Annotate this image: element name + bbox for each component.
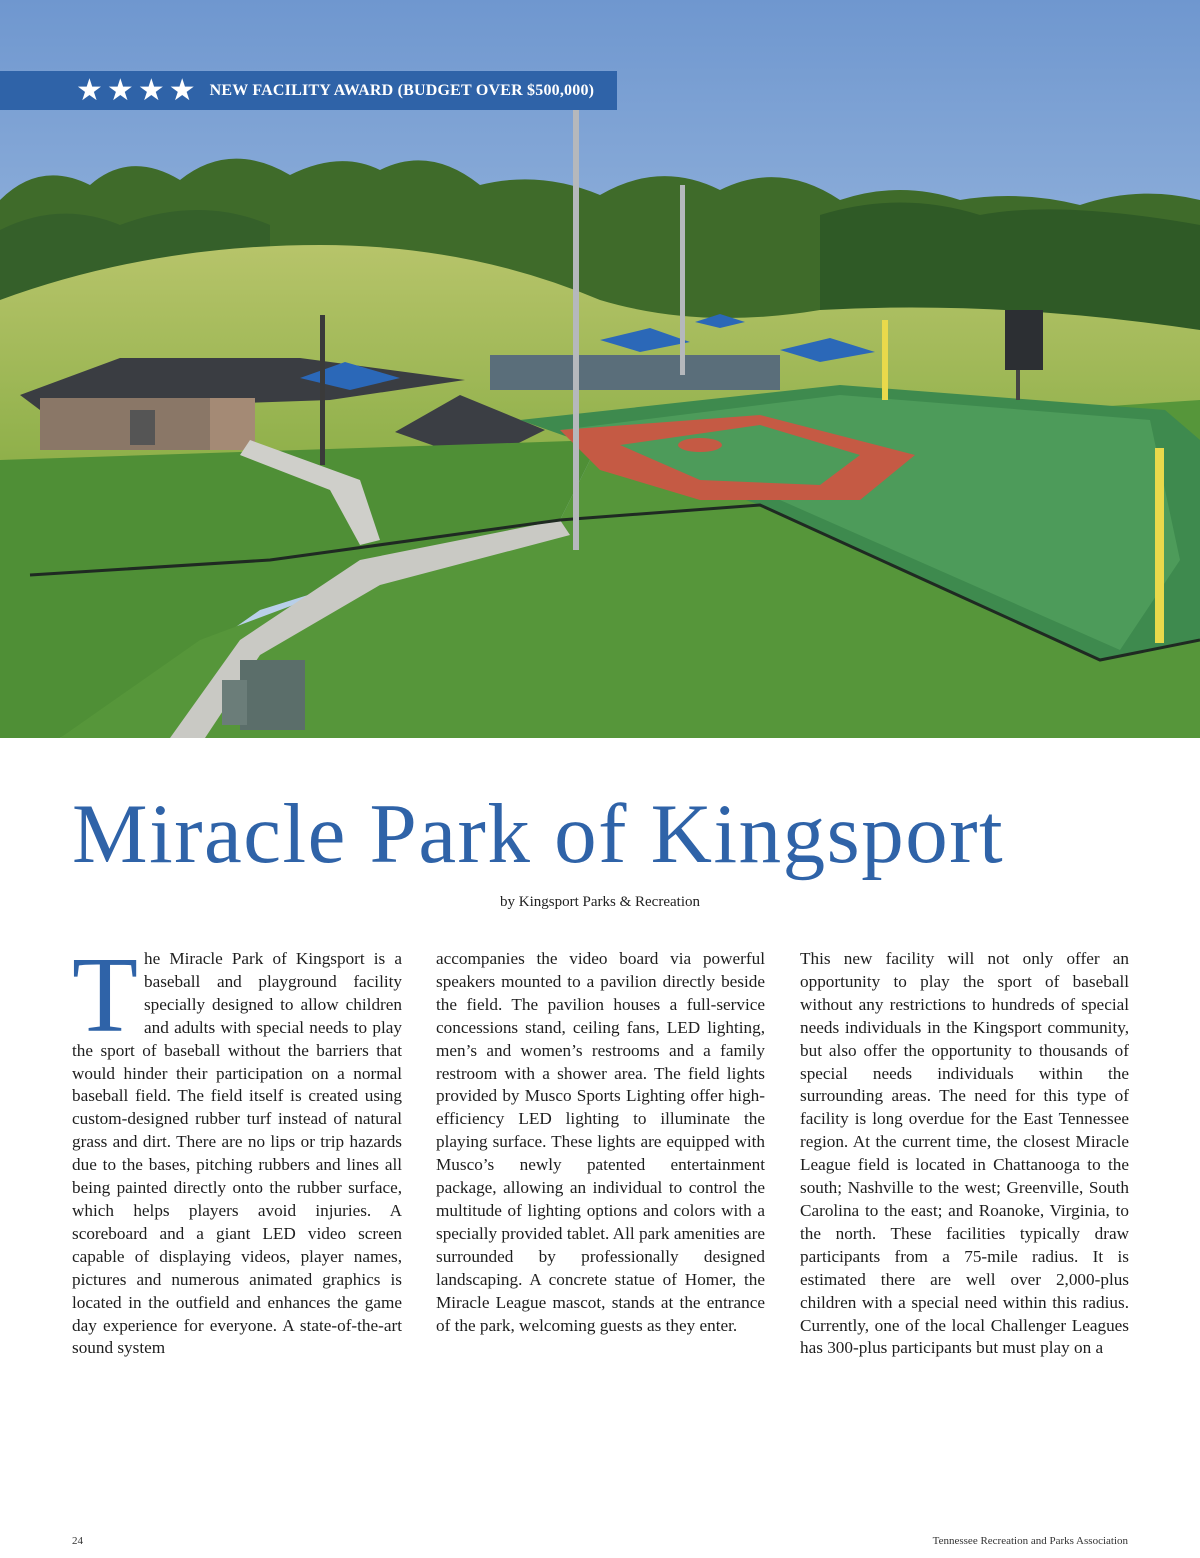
column-1-text: he Miracle Park of Kingsport is a baseball and playground facility specially designed to allow children and adults with special needs to play the sport of baseball without the barriers that would hinder their participation on a normal baseball field. The field itself is created using custom-designed rubber turf instead of natural grass and dirt. There are no lips or trip hazards due to the bases, pitching rubbers and lines all being painted directly onto the rubber surface, which helps players avoid injuries. A scoreboard and a giant LED video screen capable of displaying videos, player names, pictures and numerous animated graphics is located in the outfield and enhances the game day experience for everyone. A state-of-the-art sound system xyxy=(72,949,402,1358)
star-icon: ★ xyxy=(137,72,165,108)
article-column-3: This new facility will not only offer an opportunity to play the sport of baseball without any restrictions to hundreds of special needs individuals in the Kingsport community, but also offer the opportunity to thousands of special needs individuals within the surrounding areas. The need for this type of facility is long overdue for the East Tennessee region. At the current time, the closest Miracle League field is located in Chattanooga to the south; Nashville to the west; Greenville, South Carolina to the east; and Roanoke, Virginia, to the north. These facilities typically draw participants from a 75-mile radius. It is estimated there are well over 2,000-plus children with a special need within this radius. Currently, one of the local Challenger Leagues has 300-plus participants but must play on a xyxy=(800,949,1129,1358)
article-byline: by Kingsport Parks & Recreation xyxy=(500,894,700,910)
star-icon: ★ xyxy=(168,72,196,108)
award-banner xyxy=(0,71,617,110)
rating-stars xyxy=(76,72,196,108)
park-aerial-illustration xyxy=(0,0,1200,738)
article-column-2: accompanies the video board via powerful speakers mounted to a pavilion directly beside the field. The pavilion houses a full-service concessions stand, ceiling fans, LED lighting, men’s and women’s restrooms and a family restroom with a shower area. The field lights provided by Musco Sports Lighting offer high-efficiency LED lighting to illuminate the playing surface. These lights are equipped with Musco’s newly patented entertainment package, allowing an individual to control the multitude of lighting options and colors with a specially provided tablet. All park amenities are surrounded by professionally designed landscaping. A concrete statue of Homer, the Miracle League mascot, stands at the entrance of the park, welcoming guests as they enter. xyxy=(436,949,765,1335)
drop-cap: T xyxy=(72,936,138,1055)
page-number: 24 xyxy=(72,1535,83,1547)
article-title: Miracle Park of Kingsport xyxy=(72,787,1005,881)
article-column-1 xyxy=(72,936,402,1360)
star-icon: ★ xyxy=(76,72,103,108)
hero-photo xyxy=(0,0,1200,738)
award-title: NEW FACILITY AWARD (BUDGET OVER $500,000) xyxy=(209,81,595,99)
publication-name: Tennessee Recreation and Parks Association xyxy=(932,1535,1128,1547)
star-icon: ★ xyxy=(106,72,134,108)
